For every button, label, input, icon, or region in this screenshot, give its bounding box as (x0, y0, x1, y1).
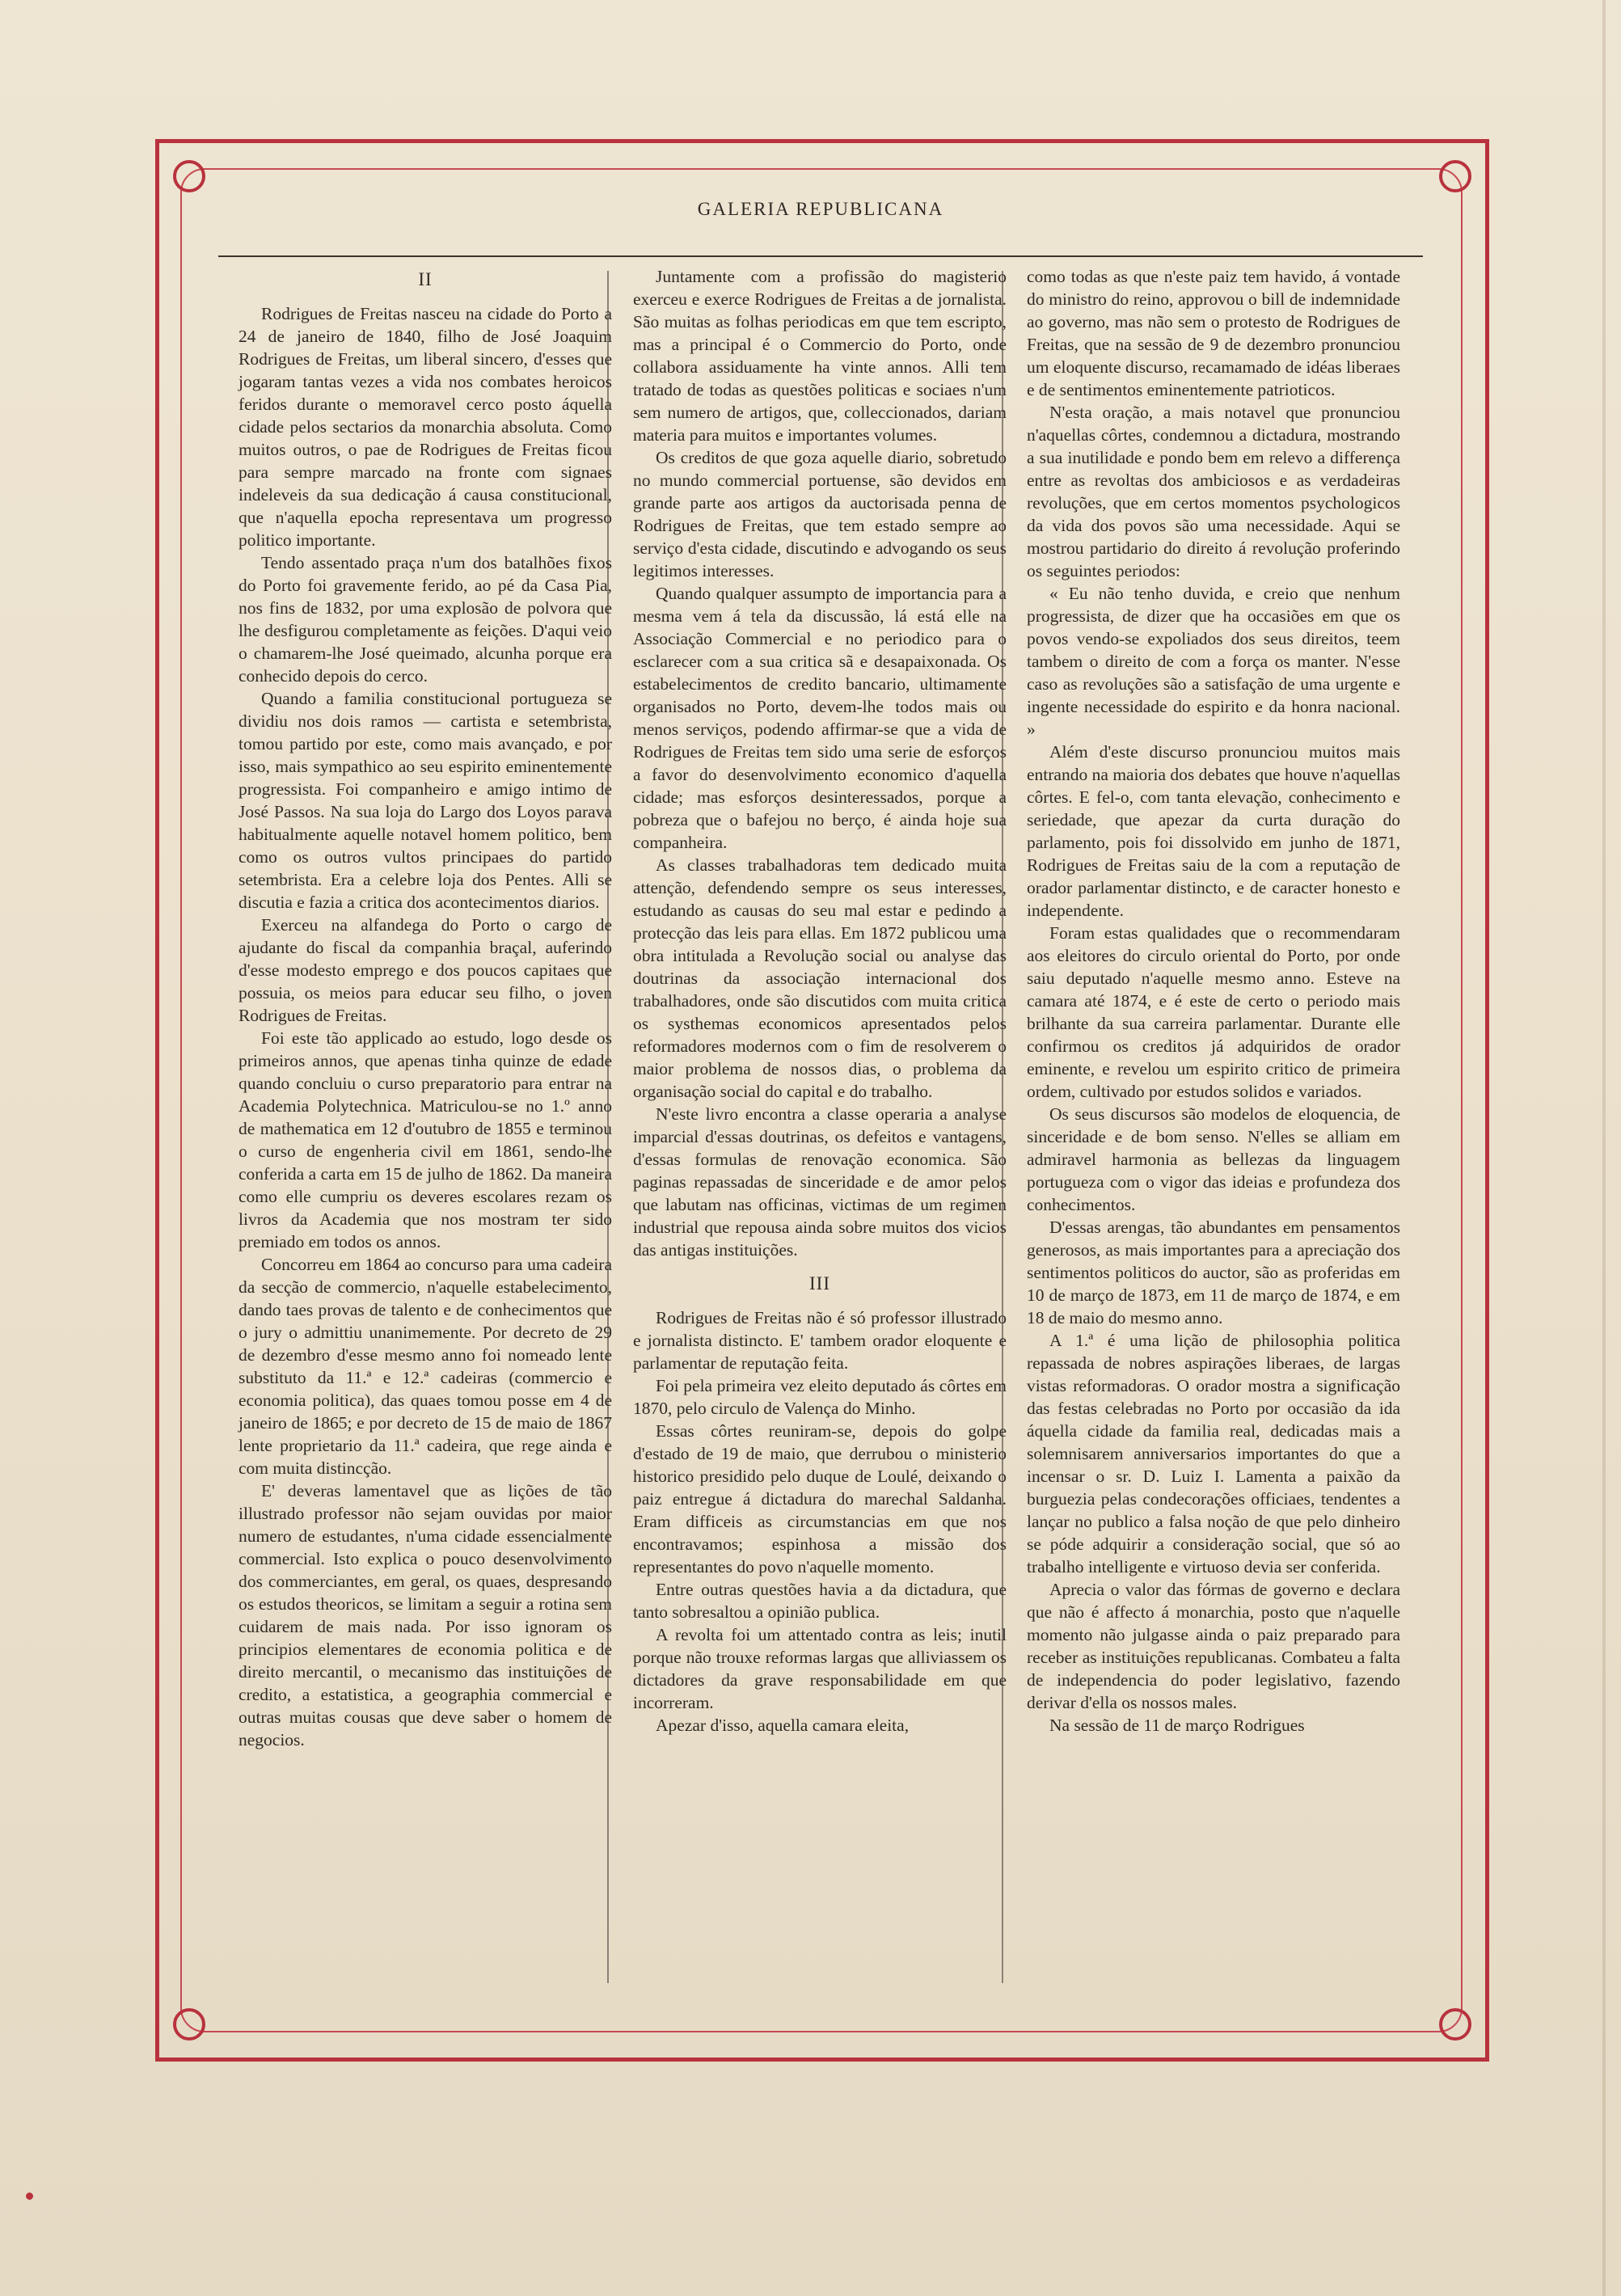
paragraph: N'esta oração, a mais notavel que pronunciou n'aquellas côrtes, condemnou a dictadura, mostrando a sua inutilidade e pondo bem em relevo a differença entre as revoltas dos ambiciosos e as verdadeiras revoluções, que em certos momentos psychologicos da vida dos povos são uma necessidade. Aqui se mostrou partidario do direito á revolução proferindo os seguintes periodos: (1027, 403, 1400, 580)
paragraph: como todas as que n'este paiz tem havido, á vontade do ministro do reino, approvou o bill de indemnidade ao governo, mas não sem o protesto de Rodrigues de Freitas, que na sessão de 9 de dezembro pronunciou um eloquente discurso, recamamado de idéas liberaes e de sentimentos eminentemente patrioticos. (1027, 267, 1400, 399)
paragraph: Além d'este discurso pronunciou muitos mais entrando na maioria dos debates que houve n'aquellas côrtes. E fel-o, com tanta elevação, conhecimento e seriedade, que apezar da curta duração do parlamento, pois foi dissolvido em junho de 1871, Rodrigues de Freitas saiu de la com a reputação de orador parlamentar distincto, e de caracter honesto e independente. (1027, 742, 1400, 920)
paragraph: E' deveras lamentavel que as lições de tão illustrado professor não sejam ouvidas por maior numero de estudantes, n'uma cidade essencialmente commercial. Isto explica o pouco desenvolvimento dos commerciantes, em geral, os quaes, despresando os estudos theoricos, se limitam a seguir a rotina sem cuidarem de mais nada. Por isso ignoram os principios elementares de economia politica e de direito mercantil, o mecanismo das instituições de credito, a estatistica, a geographia commercial e outras muitas cousas que deve saber o homem de negocios. (239, 1481, 612, 1749)
corner-ornament-top-left (173, 160, 205, 192)
paragraph: Rodrigues de Freitas nasceu na cidade do Porto a 24 de janeiro de 1840, filho de José Joaquim Rodrigues de Freitas, um liberal sincero, d'esses que jogaram tantas vezes a vida nos combates heroicos feridos durante o memoravel cerco posto áquella cidade pelos sectarios da monarchia absoluta. Como muitos outros, o pae de Rodrigues de Freitas ficou para sempre marcado na fronte com signaes indeleveis da sua dedicação á causa constitucional, que n'aquella epocha representava um progresso politico importante. (239, 304, 612, 550)
corner-ornament-bottom-left (173, 2008, 205, 2041)
text-column-2 (633, 265, 1007, 1737)
paragraph: D'essas arengas, tão abundantes em pensamentos generosos, as mais importantes para a apreciação dos sentimentos politicos do auctor, são as proferidas em 10 de março de 1873, em 11 de março de 1874, e em 18 de maio do mesmo anno. (1027, 1218, 1400, 1327)
paragraph: Aprecia o valor das fórmas de governo e declara que não é affecto á monarchia, posto que n'aquelle momento não julgasse ainda o paiz preparado para receber as instituições republicanas. Combateu a falta de independencia do poder legislativo, fazendo derivar d'ella os nossos males. (1027, 1580, 1400, 1712)
quotation: « Eu não tenho duvida, e creio que nenhum progressista, de dizer que ha occasiões em que os povos vendo-se expoliados dos seus direitos, teem tambem o direito de com a força os manter. N'esse caso as revoluções são a satisfação de uma urgente e ingente necessidade do espirito e da honra nacional. » (1027, 584, 1400, 739)
paragraph: Quando qualquer assumpto de importancia para a mesma vem á tela da discussão, lá está elle na Associação Commercial e no periodico para o esclarecer com a sua critica sã e desapaixonada. Os estabelecimentos de credito bancario, ultimamente organisados no Porto, devem-lhe todos mais ou menos serviços, podendo affirmar-se que a vida de Rodrigues de Freitas tem sido uma serie de esforços a favor do desenvolvimento economico d'aquella cidade; mas esforços desinteressados, porque a pobreza que o bafejou no berço, é ainda hoje sua companheira. (633, 584, 1007, 852)
paragraph: Foram estas qualidades que o recommendaram aos eleitores do circulo oriental do Porto, por onde saiu deputado n'aquelle mesmo anno. Esteve na camara até 1874, e é este de certo o periodo mais brilhante da sua carreira parlamentar. Durante elle confirmou os creditos já adquiridos de orador eminente, e revelou um espirito critico de primeira ordem, cultivado por estudos solidos e variados. (1027, 923, 1400, 1101)
paragraph: Na sessão de 11 de março Rodrigues (1049, 1716, 1305, 1735)
paragraph: Foi pela primeira vez eleito deputado ás côrtes em 1870, pelo circulo de Valença do Minho. (633, 1376, 1007, 1418)
paragraph: Quando a familia constitucional portugueza se dividiu nos dois ramos — cartista e setembrista, tomou partido por este, como mais avançado, e por isso, mais sympathico ao seu espirito eminentemente progressista. Foi companheiro e amigo intimo de José Passos. Na sua loja do Largo dos Loyos parava habitualmente aquelle notavel homem politico, bem como os outros vultos principaes do partido setembrista. Era a celebre loja dos Pentes. Alli se discutia e fazia a critica dos acontecimentos diarios. (239, 689, 612, 912)
page-fold-shadow (1602, 0, 1606, 2296)
paragraph: N'este livro encontra a classe operaria a analyse imparcial d'essas doutrinas, os defeitos e vantagens, d'essas formulas de renovação economica. São paginas repassadas de sinceridade e de amor pelos que labutam nas officinas, victimas de um regimen industrial que repousa ainda sobre muitos dos vicios das antigas instituições. (633, 1104, 1007, 1260)
section-heading: III (809, 1273, 830, 1294)
paragraph: Entre outras questões havia a da dictadura, que tanto sobresaltou a opinião publica. (633, 1580, 1007, 1622)
paragraph: Os seus discursos são modelos de eloquencia, de sinceridade e de bom senso. N'elles se alliam em admiravel harmonia as bellezas da linguagem portugueza com o vigor das ideias e profundeza dos conhecimentos. (1027, 1104, 1400, 1214)
paragraph: Exerceu na alfandega do Porto o cargo de ajudante do fiscal da companhia braçal, auferindo d'esse modesto emprego e dos poucos capitaes que possuia, os meios para educar seu filho, o joven Rodrigues de Freitas. (239, 915, 612, 1025)
paragraph: As classes trabalhadoras tem dedicado muita attenção, defendendo sempre os seus interesses, estudando as causas do seu mal estar e pedindo a protecção das leis para ellas. Em 1872 publicou uma obra intitulada a Revolução social ou analyse das doutrinas da associação internacional dos trabalhadores, onde são discutidos com muita critica os systhemas economicos apresentados pelos reformadores modernos com o fim de resolverem o maior problema de nossos dias, o problema da organisação social do capital e do trabalho. (633, 855, 1007, 1101)
corner-ornament-bottom-right (1439, 2008, 1471, 2041)
paragraph: Juntamente com a profissão do magisterio exerceu e exerce Rodrigues de Freitas a de jornalista. São muitas as folhas periodicas em que tem escripto, mas a principal é o Commercio do Porto, onde collabora assiduamente ha vinte annos. Alli tem tratado de todas as questões politicas e sociaes n'um sem numero de artigos, que, colleccionados, dariam materia para muitos e importantes volumes. (633, 267, 1007, 445)
paragraph: Apezar d'isso, aquella camara eleita, (656, 1716, 910, 1735)
ink-spot (26, 2193, 33, 2200)
corner-ornament-top-right (1439, 160, 1471, 192)
paragraph: Rodrigues de Freitas não é só professor illustrado e jornalista distincto. E' tambem orador eloquente e parlamentar de reputação feita. (633, 1308, 1007, 1373)
paragraph: A revolta foi um attentado contra as leis; inutil porque não trouxe reformas largas que alliviassem os dictadores da grave responsabilidade em que incorreram. (633, 1625, 1007, 1712)
header-rule (218, 255, 1423, 257)
paragraph: Os creditos de que goza aquelle diario, sobretudo no mundo commercial portuense, são devidos em grande parte aos artigos da auctorisada penna de Rodrigues de Freitas, que tem estado sempre ao serviço d'esta cidade, discutindo e advogando os seus legitimos interesses. (633, 448, 1007, 580)
paragraph: A 1.ª é uma lição de philosophia politica repassada de nobres aspirações liberaes, de largas vistas reformadoras. O orador mostra a significação das festas celebradas no Porto por occasião da ida áquella cidade da familia real, dedicadas mais a solemnisarem anniversarios importantes do que a incensar o sr. D. Luiz I. Lamenta a paixão da burguezia pelas condecorações officiaes, tendentes a lançar no publico a falsa noção de que pelo dinheiro se póde adquirir a consideração social, que só ao trabalho intelligente e virtuoso devia ser conferida. (1027, 1331, 1400, 1576)
text-column-3 (1027, 265, 1400, 1737)
paragraph: Tendo assentado praça n'um dos batalhões fixos do Porto foi gravemente ferido, ao pé da Casa Pia, nos fins de 1832, por uma explosão de polvora que lhe desfigurou completamente as feições. D'aqui veio o chamarem-lhe José queimado, alcunha porque era conhecido depois do cerco. (239, 553, 612, 686)
section-heading: II (418, 269, 433, 289)
running-header: GALERIA REPUBLICANA (697, 199, 944, 219)
paragraph: Foi este tão applicado ao estudo, logo desde os primeiros annos, que apenas tinha quinze de edade quando concluiu o curso preparatorio para entrar na Academia Polytechnica. Matriculou-se no 1.º anno de mathematica em 12 d'outubro de 1855 e terminou o curso de engenheria civil em 1861, sendo-lhe conferida a carta em 15 de julho de 1862. Da maneira como elle cumpriu os deveres escolares rezam os livros da Academia que nos mostram ter sido premiado em todos os annos. (239, 1028, 612, 1251)
paragraph: Essas côrtes reuniram-se, depois do golpe d'estado de 19 de maio, que derrubou o ministerio historico presidido pelo duque de Loulé, deixando o paiz entregue á dictadura do marechal Saldanha. Eram difficeis as circumstancias em que nos encontravamos; espinhosa a missão dos representantes do povo n'aquelle momento. (633, 1421, 1007, 1576)
text-column-1 (239, 265, 612, 1751)
paragraph: Concorreu em 1864 ao concurso para uma cadeira da secção de commercio, n'aquelle estabelecimento, dando taes provas de talento e de conhecimentos que o jury o admittiu unanimemente. Por decreto de 29 de dezembro d'esse mesmo anno foi nomeado lente substituto da 11.ª e 12.ª cadeiras (commercio e economia politica), das quaes tomou posse em 4 de janeiro de 1865; e por decreto de 15 de maio de 1867 lente proprietario da 11.ª cadeira, que rege ainda e com muita distincção. (239, 1255, 612, 1478)
